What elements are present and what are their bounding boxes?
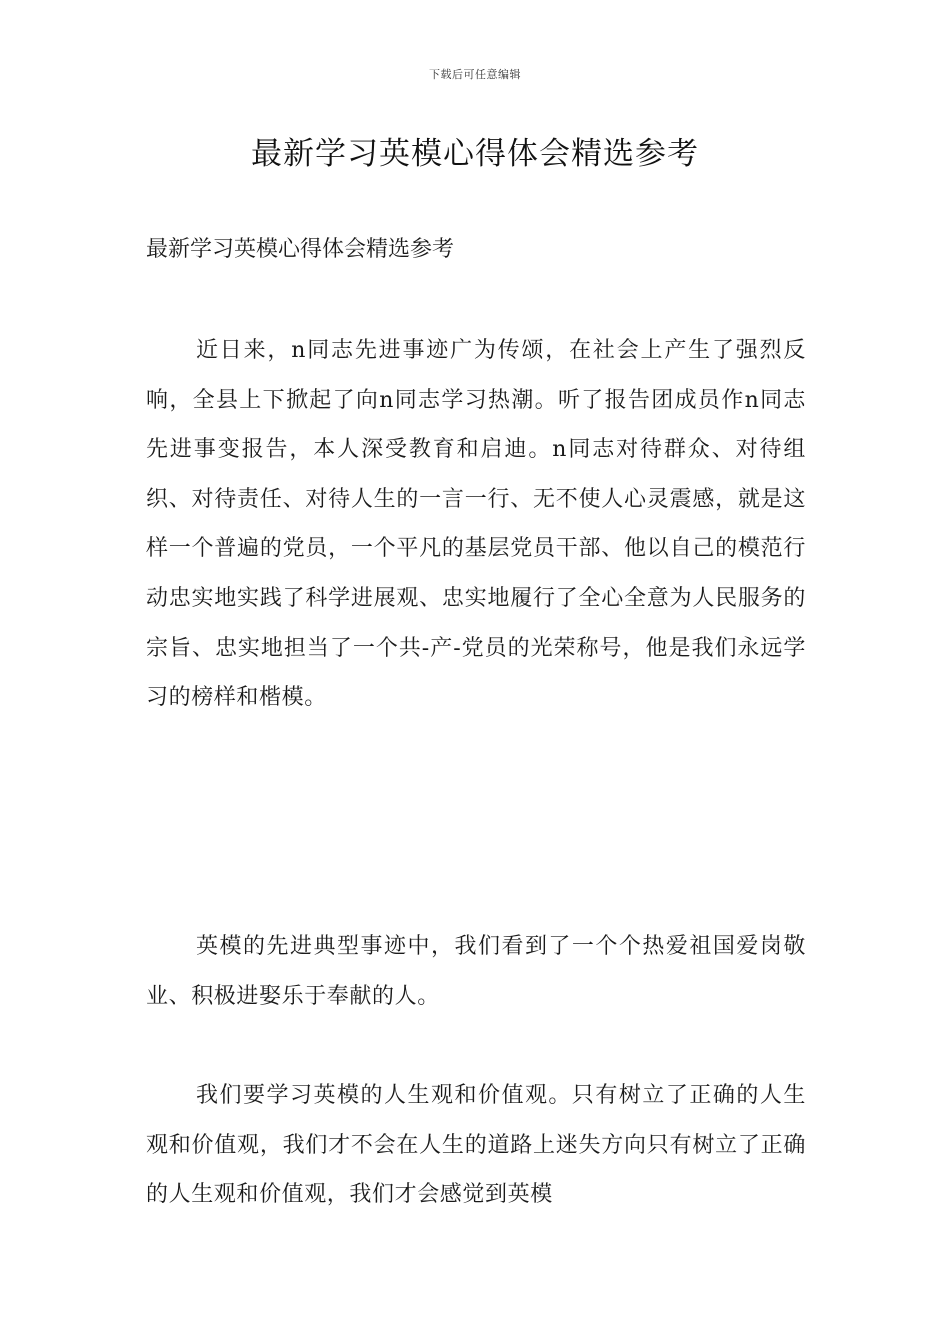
paragraph-3: 我们要学习英模的人生观和价值观。只有树立了正确的人生观和价值观，我们才不会在人生的道路上迷失方向只有树立了正确的人生观和价值观，我们才会感觉到英模 bbox=[146, 1083, 806, 1208]
document-title: 最新学习英模心得体会精选参考 bbox=[251, 136, 699, 172]
paragraph-1: 近日来，n同志先进事迹广为传颂，在社会上产生了强烈反响，全县上下掀起了向n同志学习热潮。听了报告团成员作n同志先进事变报告，本人深受教育和启迪。n同志对待群众、对待组织、对待责任、对待人生的一言一行、无不使人心灵震感，就是这样一个普遍的党员，一个平凡的基层党员干部、他以自己的模范行动忠实地实践了科学进展观、忠实地履行了全心全意为人民服务的宗旨、忠实地担当了一个共-产-党员的光荣称号，他是我们永远学习的榜样和楷模。 bbox=[146, 338, 806, 711]
paragraph-2: 英模的先进典型事迹中，我们看到了一个个热爱祖国爱岗敬业、积极进娶乐于奉献的人。 bbox=[146, 934, 806, 1009]
document-subtitle: 最新学习英模心得体会精选参考 bbox=[146, 237, 455, 262]
header-note: 下载后可任意编辑 bbox=[429, 68, 521, 81]
